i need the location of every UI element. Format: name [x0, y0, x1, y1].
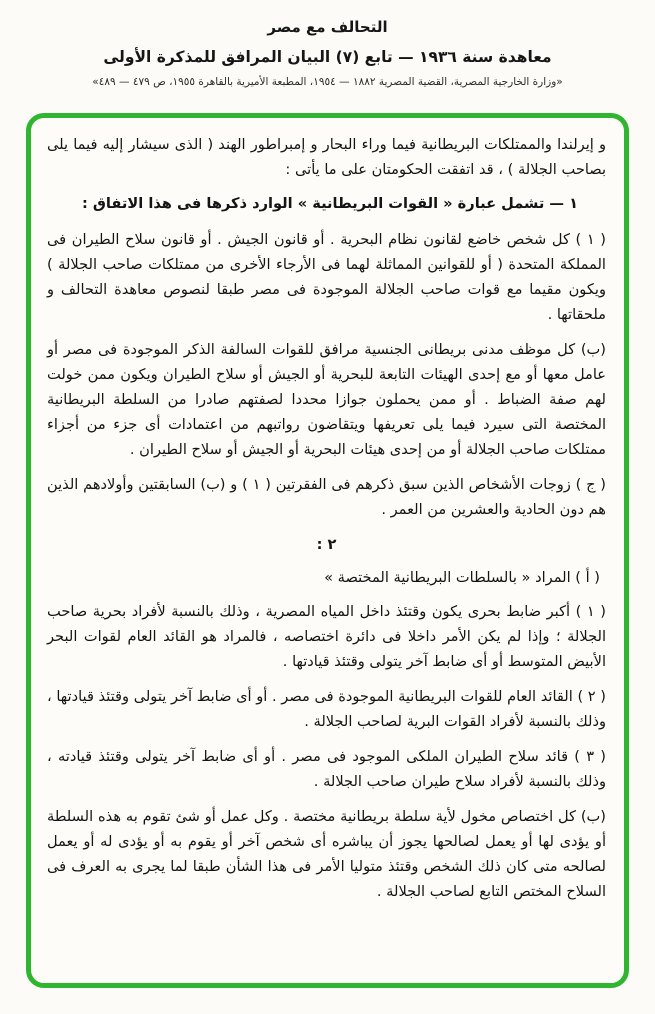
highlight-box — [26, 113, 629, 988]
paragraph-item-j: ( ج ) زوجات الأشخاص الذين سبق ذكرهم فى الفقرتين ( ١ ) و (ب) السابقتين وأولادهم الذين هم دون الحادية والعشرين من العمر . — [47, 476, 606, 518]
paragraph-article-2-item-3: ( ٣ ) قائد سلاح الطيران الملكى الموجود فى مصر . أو أى ضابط آخر يتولى وقتئذ قيادته ، وذلك بالنسبة لأفراد سلاح طيران صاحب الجلالة . — [47, 748, 606, 790]
paragraph-article-2-number: ٢ : — [316, 536, 337, 553]
paragraph-article-2-item-2: ( ٢ ) القائد العام للقوات البريطانية الموجودة فى مصر . أو أى ضابط آخر يتولى وقتئذ قيادتها ، وذلك بالنسبة لأفراد القوات البرية لصاحب الجلالة . — [47, 688, 606, 730]
paragraph-intro: و إيرلندا والممتلكات البريطانية فيما وراء البحار و إمبراطور الهند ( الذى سيشار إليه فيما يلى بصاحب الجلالة ) ، قد اتفقت الحكومتان على ما يأتى : — [47, 136, 606, 178]
document-header — [0, 0, 655, 88]
paragraph-item-b: (ب) كل موظف مدنى بريطانى الجنسية مرافق للقوات السالفة الذكر الموجودة فى مصر أو عامل معها أو مع إحدى الهيئات التابعة للبحرية أو الجيش أو سلاح الطيران ويكون ممن خولت لهم صفة الضباط . أو ممن يحملون جوازا محددا لصفتهم صادرا من السلطة البريطانية المختصة التى سيرد فيما يلى تعريفها ويتقاضون رواتبهم من اعتمادات أى جزء من أجزاء ممتلكات صاحب الجلالة أو من إحدى هيئات البحرية أو الجيش أو سلاح الطيران . — [47, 341, 606, 458]
document-source-citation: «وزارة الخارجية المصرية، القضية المصرية ١٨٨٢ — ١٩٥٤، المطبعة الأميرية بالقاهرة ١٩٥٥، ص ٤٧٩ — ٤٨٩» — [92, 76, 563, 88]
paragraph-item-1: ( ١ ) كل شخص خاضع لقانون نظام البحرية . أو قانون الجيش . أو قانون سلاح الطيران فى المملكة المتحدة ( أو للقوانين المماثلة لهما فى الأرجاء الأخرى من ممتلكات صاحب الجلالة ) ويكون مقيما مع قوات صاحب الجلالة الموجودة فى مصر طبقا لنصوص معاهدة التحالف و ملحقاتها . — [47, 231, 606, 323]
document-title: التحالف مع مصر — [267, 18, 388, 36]
paragraph-article-1-heading: ١ — تشمل عبارة « القوات البريطانية » الوارد ذكرها فى هذا الاتفاق : — [81, 195, 578, 212]
paragraph-article-2-subheading: ( أ ) المراد « بالسلطات البريطانية المختصة » — [324, 569, 600, 586]
paragraph-article-2-item-b: (ب) كل اختصاص مخول لأية سلطة بريطانية مختصة . وكل عمل أو شئ تقوم به هذه السلطة أو يؤدى لها أو يعمل لصالحها يجوز أن يباشره أى شخص آخر أو يقوم به أو يؤدى له أو يعمل لصالحه متى كان ذلك الشخص وقتئذ متوليا الأمر فى هذا الشأن طبقا لما يجرى به العرف فى السلاح المختص التابع لصاحب الجلالة . — [47, 808, 606, 900]
paragraph-article-2-item-1: ( ١ ) أكبر ضابط بحرى يكون وقتئذ داخل المياه المصرية ، وذلك بالنسبة لأفراد بحرية صاحب الجلالة ؛ وإذا لم يكن الأمر داخلا فى دائرة اختصاصه ، فالمراد هو القائد العام لقوات البحر الأبيض المتوسط أو أى ضابط آخر يتولى وقتئذ قيادتها . — [47, 603, 606, 670]
document-subtitle: معاهدة سنة ١٩٣٦ — تابع (٧) البيان المرافق للمذكرة الأولى — [103, 48, 552, 66]
